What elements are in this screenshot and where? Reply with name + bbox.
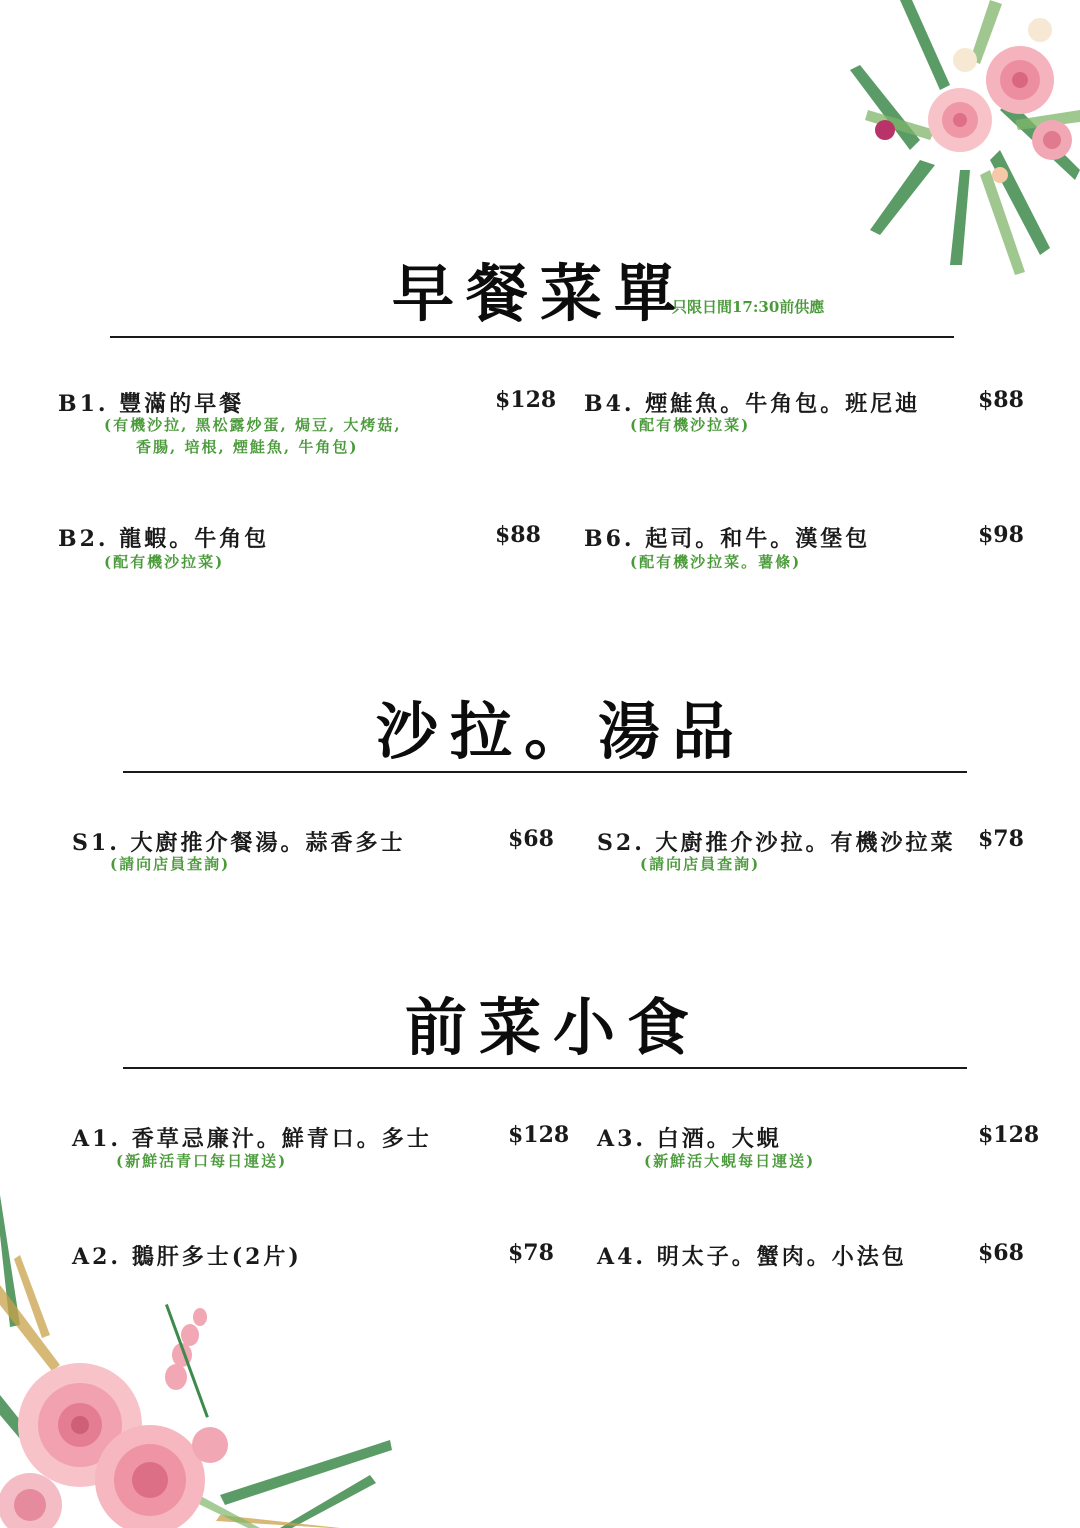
menu-item-a3-note: (新鮮活大蜆每日運送) [644,1152,816,1170]
menu-item-label: 龍蝦。牛角包 [119,526,270,552]
menu-item-b6-name [584,522,870,553]
menu-item-b2-price: $88 [495,522,541,548]
menu-item-b1-note-line1: (有機沙拉, 黑松露炒蛋, 焗豆, 大烤菇, [104,416,402,434]
menu-item-code: S2. [597,830,645,856]
menu-item-b1-price: $128 [495,387,557,413]
menu-item-code: A2. [72,1244,122,1270]
divider-line [123,771,967,773]
menu-item-a1-note: (新鮮活青口每日運送) [116,1152,288,1170]
menu-item-label: 白酒。大蜆 [656,1126,782,1152]
menu-item-code: A3. [597,1126,647,1152]
menu-item-code: B1. [58,391,109,417]
menu-item-label: 豐滿的早餐 [119,391,245,417]
menu-item-b6-price: $98 [978,522,1024,548]
menu-item-code: S1. [72,830,120,856]
menu-item-code: B2. [58,526,109,552]
menu-item-a3-price: $128 [978,1122,1040,1148]
menu-item-code: B6. [584,526,635,552]
section-title-appetizers: 前菜小食 [405,991,702,1064]
menu-item-b2-name [58,522,269,553]
menu-item-a3-name [597,1122,782,1153]
menu-item-label: 大廚推介餐湯。蒜香多士 [130,830,406,856]
menu-item-s1-price: $68 [508,826,554,852]
menu-item-code: A1. [72,1126,122,1152]
menu-item-s2-note: (請向店員查詢) [640,855,761,873]
menu-item-a1-name [72,1122,432,1153]
menu-item-s1-note: (請向店員查詢) [110,855,231,873]
flower-bouquet-top-right-icon [840,0,1080,280]
menu-item-b2-note: (配有機沙拉菜) [104,553,225,571]
menu-item-label: 鵝肝多士(2片) [131,1244,302,1270]
menu-item-a4-name [597,1240,907,1271]
menu-item-code: B4. [584,391,635,417]
menu-item-a1-price: $128 [508,1122,570,1148]
menu-item-label: 煙鮭魚。牛角包。班尼迪 [645,391,921,417]
menu-item-label: 香草忌廉汁。鮮青口。多士 [131,1126,432,1152]
menu-item-label: 大廚推介沙拉。有機沙拉菜 [655,830,956,856]
menu-item-b6-note: (配有機沙拉菜。薯條) [630,553,802,571]
menu-item-b4-price: $88 [978,387,1024,413]
menu-item-b4-note: (配有機沙拉菜) [630,416,751,434]
section-title-breakfast: 早餐菜單 [392,257,689,330]
menu-item-code: A4. [597,1244,647,1270]
menu-item-a2-name [72,1240,302,1271]
section-subtitle-breakfast-hours: 只限日間17:30前供應 [672,298,825,316]
menu-item-label: 起司。和牛。漢堡包 [645,526,871,552]
menu-item-a4-price: $68 [978,1240,1024,1266]
menu-item-label: 明太子。蟹肉。小法包 [656,1244,907,1270]
menu-item-b1-note-line2: 香腸, 培根, 煙鮭魚, 牛角包) [136,438,359,456]
menu-item-a2-price: $78 [508,1240,554,1266]
divider-line [123,1067,967,1069]
section-title-salad-soup: 沙拉。湯品 [376,695,747,768]
menu-item-s2-price: $78 [978,826,1024,852]
divider-line [110,336,954,338]
